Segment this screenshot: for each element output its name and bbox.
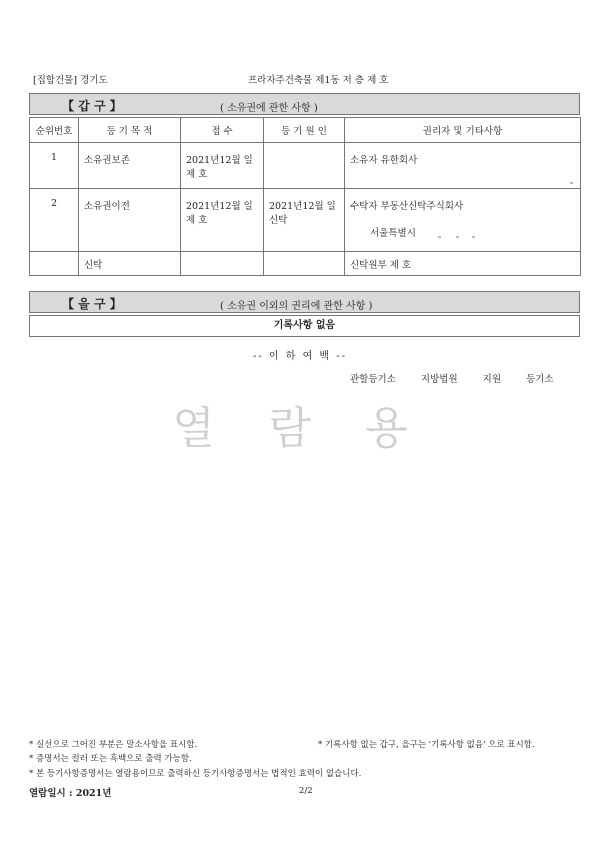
no-records-box: 기록사항 없음 bbox=[29, 315, 580, 337]
branch-label: 지원 bbox=[482, 374, 502, 385]
watermark: 열 람 용 bbox=[172, 403, 428, 454]
redaction-mark bbox=[438, 236, 441, 238]
purpose-cell: 소유권보존 bbox=[79, 143, 181, 189]
rank-cell bbox=[30, 252, 79, 276]
receipt-cell: 2021년12월 일 제 호 bbox=[181, 143, 264, 189]
trustee-line: 수탁자 부동산신탁주식회사 bbox=[350, 201, 464, 212]
purpose-cell: 신탁 bbox=[79, 252, 181, 276]
district-court-label: 지방법원 bbox=[420, 374, 458, 385]
section-b-header bbox=[29, 291, 580, 313]
column-header-rights: 권리자 및 기타사항 bbox=[345, 118, 581, 143]
cause-cell: 2021년12월 일 신탁 bbox=[264, 189, 345, 252]
table-row bbox=[30, 143, 581, 189]
redaction-mark bbox=[472, 236, 475, 238]
receipt-cell bbox=[181, 252, 264, 276]
column-header-cause: 등 기 원 인 bbox=[264, 118, 345, 143]
table-row bbox=[30, 252, 581, 276]
column-header-purpose: 등 기 목 적 bbox=[79, 118, 181, 143]
redaction-mark bbox=[456, 236, 459, 238]
receipt-cell: 2021년12월 일 제 호 bbox=[181, 189, 264, 252]
section-a-title: 【 갑 구 】 bbox=[62, 99, 122, 113]
view-datetime: 열람일시 : 2021년 bbox=[29, 788, 112, 799]
cause-cell bbox=[264, 252, 345, 276]
ownership-table bbox=[29, 117, 581, 276]
registry-office bbox=[350, 371, 576, 385]
section-b-title: 【 을 구 】 bbox=[62, 297, 122, 311]
court-registry-label: 관할등기소 bbox=[350, 374, 396, 385]
rights-cell: 신탁원부 제 호 bbox=[345, 252, 581, 276]
section-a-header bbox=[29, 93, 580, 115]
redaction-mark bbox=[570, 182, 573, 184]
column-header-receipt: 접 수 bbox=[181, 118, 264, 143]
rank-cell: 1 bbox=[30, 143, 79, 189]
page-number: 2/2 bbox=[299, 786, 313, 796]
section-b-subtitle: ( 소유권 이외의 권리에 관한 사항 ) bbox=[220, 301, 373, 312]
rights-cell: 소유자 유한회사 bbox=[345, 143, 581, 189]
registry-label: 등기소 bbox=[526, 374, 554, 385]
end-of-record-mark: -- 이 하 여 백 -- bbox=[252, 351, 348, 362]
building-designation: 프라자주건축물 제1동 저 층 제 호 bbox=[248, 75, 389, 86]
table-header-row bbox=[30, 118, 581, 143]
footer-note-validity: * 본 등기사항증명서는 열람용이므로 출력하신 등기사항증명서는 법적인 효력이 없습니다. bbox=[29, 769, 362, 779]
cause-cell bbox=[264, 143, 345, 189]
footer-note-strikethrough: * 실선으로 그어진 부분은 말소사항을 표시함. bbox=[29, 740, 198, 750]
purpose-cell: 소유권이전 bbox=[79, 189, 181, 252]
footer-note-print: * 증명서는 컬러 또는 흑백으로 출력 가능함. bbox=[29, 754, 192, 764]
section-a-subtitle: ( 소유권에 관한 사항 ) bbox=[220, 103, 318, 114]
register-type-label: [집합건물] 경기도 bbox=[33, 75, 108, 86]
column-header-rank: 순위번호 bbox=[30, 118, 79, 143]
footer-note-no-records: * 기록사항 없는 갑구, 을구는 '기록사항 없음' 으로 표시함. bbox=[318, 740, 535, 750]
address-line: 서울특별시 bbox=[370, 228, 416, 239]
rank-cell: 2 bbox=[30, 189, 79, 252]
table-row bbox=[30, 189, 581, 252]
rights-cell bbox=[345, 189, 581, 252]
